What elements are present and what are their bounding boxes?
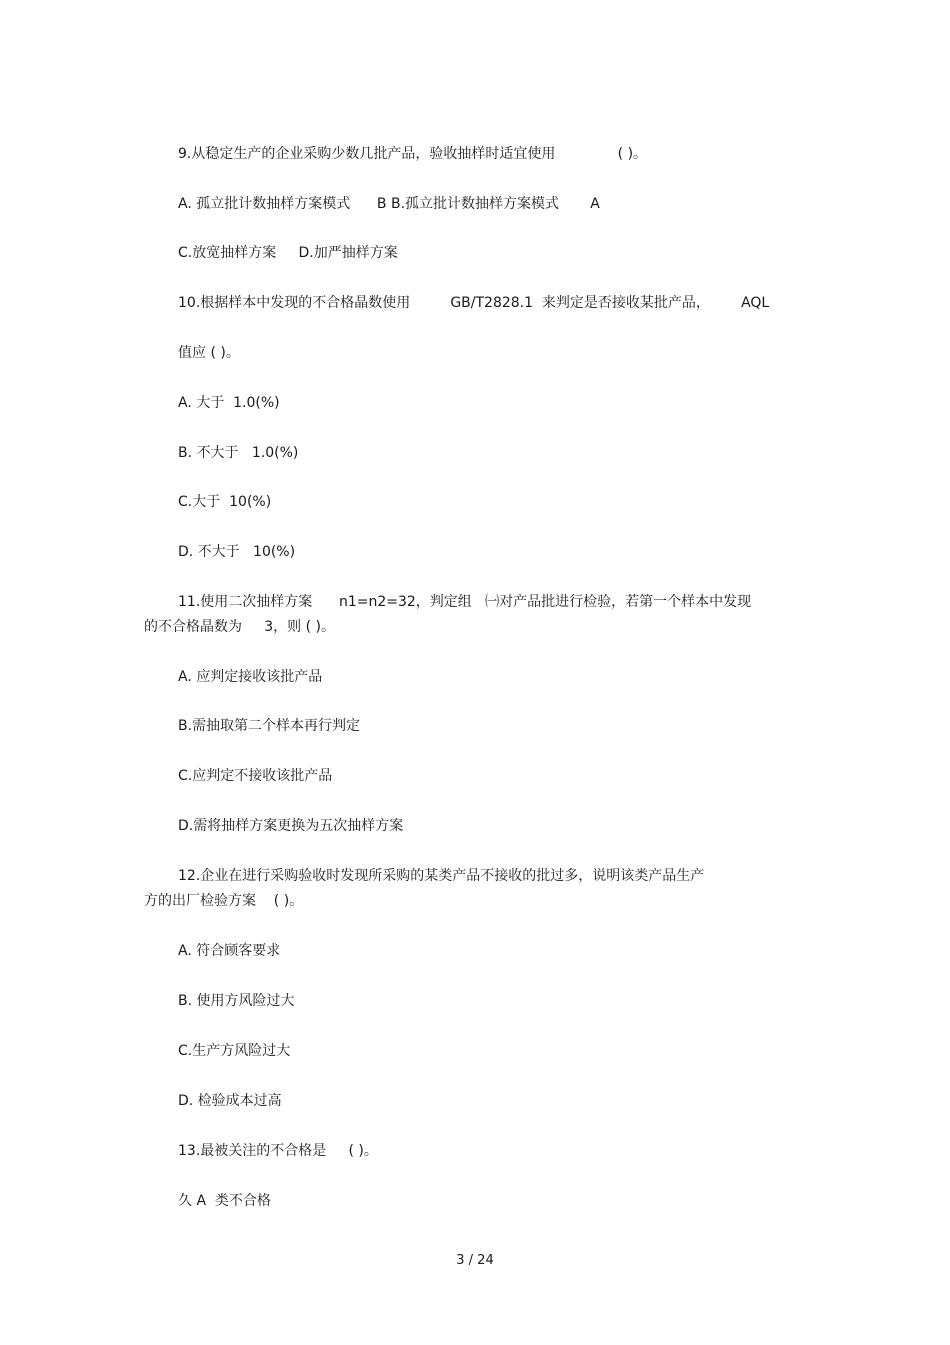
question-12-option-a: A. 符合顾客要求 [178,943,281,959]
question-10-stem-line-2: 值应 ( )。 [178,345,240,361]
question-13-option-a: 久 A 类不合格 [178,1193,271,1209]
question-12-option-d: D. 检验成本过高 [178,1093,282,1109]
question-11-option-d: D.需将抽样方案更换为五次抽样方案 [178,818,404,834]
question-12-option-b: B. 使用方风险过大 [178,993,295,1009]
question-11-option-c: C.应判定不接收该批产品 [178,768,333,784]
question-11-option-a: A. 应判定接收该批产品 [178,669,323,685]
question-10-option-c: C.大于 10(%) [178,494,272,510]
question-10-stem-line-1: 10.根据样本中发现的不合格晶数使用 GB/T2828.1 来判定是否接收某批产品， AQL [178,295,770,311]
question-11-option-b: B.需抽取第二个样本再行判定 [178,718,361,734]
question-12-stem-line-2: 方的出厂检验方案 ( )。 [144,893,304,909]
question-11-stem-line-2: 的不合格晶数为 3，则 ( )。 [144,619,335,635]
question-10-option-a: A. 大于 1.0(%) [178,395,280,411]
question-9-option-ab: A. 孤立批计数抽样方案模式 B B.孤立批计数抽样方案模式 A [178,196,600,212]
question-12-option-c: C.生产方风险过大 [178,1043,291,1059]
question-9-stem: 9.从稳定生产的企业采购少数几批产品，验收抽样时适宜使用 ( )。 [178,146,648,162]
question-13-stem: 13.最被关注的不合格是 ( )。 [178,1143,378,1159]
question-9-option-cd: C.放宽抽样方案 D.加严抽样方案 [178,245,398,261]
question-12-stem-line-1: 12.企业在进行采购验收时发现所采购的某类产品不接收的批过多，说明该类产品生产 [178,868,705,884]
page-number: 3 / 24 [456,1253,494,1268]
question-10-option-b: B. 不大于 1.0(%) [178,445,299,461]
question-10-option-d: D. 不大于 10(%) [178,544,296,560]
question-11-stem-line-1: 11.使用二次抽样方案 n1=n2=32，判定组 ㈠对产品批进行检验，若第一个样本中发现 [178,594,752,610]
